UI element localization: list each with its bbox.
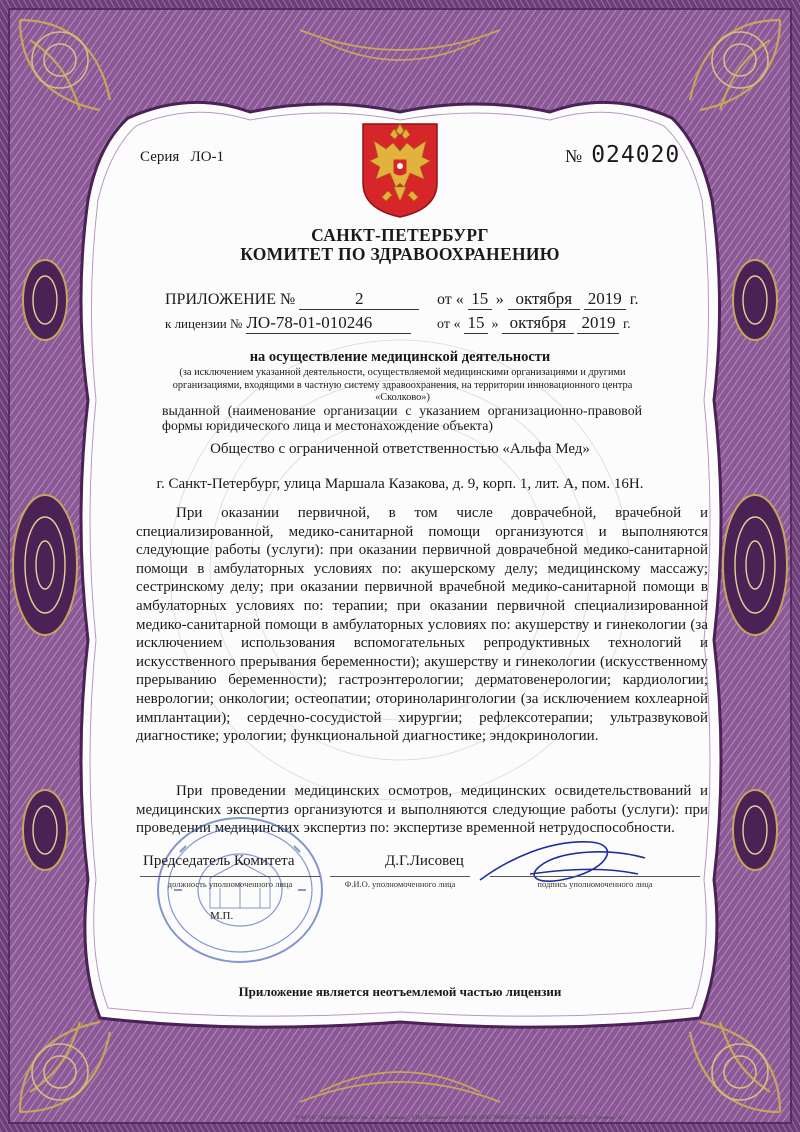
license-label: к лицензии №	[165, 316, 243, 331]
appendix-month: октября	[508, 289, 580, 310]
coat-of-arms-icon	[360, 121, 440, 219]
services-paragraph-2: При проведении медицинских осмотров, медицинских освидетельствований и медицинских экспертиз организуются и выполняются следующие работы (услуги): при проведении медицинских экспертиз по: экспертизе временной нетрудоспособности.	[136, 783, 708, 837]
appendix-date-from: от	[437, 291, 452, 308]
series-field	[140, 149, 224, 166]
appendix-date-row	[437, 289, 639, 310]
appendix-day: 15	[468, 289, 492, 310]
exclusion-note: (за исключением указанной деятельности, осуществляемой медицинскими организациями и другими организациями, входящими в частную систему здравоохранения, на территории инновационного центра «Сколково»)	[172, 367, 633, 403]
number-sign: №	[565, 146, 583, 166]
appendix-number: 2	[299, 289, 419, 310]
appendix-year: 2019	[584, 289, 626, 310]
official-seal-icon	[150, 812, 330, 967]
license-purpose: на осуществление медицинской деятельности	[249, 349, 551, 365]
signer-position: Председатель Комитета	[143, 853, 295, 869]
license-number: ЛО-78-01-010246	[246, 313, 411, 334]
appendix-close-quote: »	[495, 291, 504, 308]
license-close-quote: »	[491, 317, 499, 332]
appendix-open-quote: «	[455, 291, 464, 308]
form-number	[565, 142, 680, 168]
issuing-city: САНКТ-ПЕТЕРБУРГ	[311, 225, 489, 245]
organization-address: г. Санкт-Петербург, улица Маршала Казакова, д. 9, корп. 1, лит. А, пом. 16Н.	[156, 476, 644, 492]
license-day: 15	[464, 313, 488, 334]
signature-line	[490, 876, 700, 877]
appendix-year-suffix: г.	[629, 291, 639, 308]
printer-imprint: © ФГУП "Типография №12 им. М. И. Лоханова", СПб, Лицензия 03-05-09/19, ИНН 7809032741, Зак. 183019, Тир. 4000, 2018 г. Уровень "А".	[294, 1115, 626, 1121]
license-year: 2019	[577, 313, 619, 334]
name-line	[330, 876, 470, 877]
position-caption: должность уполномоченного лица	[167, 879, 293, 889]
issued-to-note: выданной (наименование организации с указанием организационно-правовой формы юридического лица и местонахождение объекта)	[162, 403, 642, 433]
services-paragraph-1: При оказании первичной, в том числе доврачебной, врачебной и специализированной, медико-санитарной помощи организуются и выполняются следующие работы (услуги): при оказании первичной доврачебной медико-санитарной помощи в амбулаторных условиях по: акушерскому делу; медицинскому массажу; сестринскому делу; при оказании первичной врачебной медико-санитарной помощи в амбулаторных условиях по: терапии; при оказании первичной специализированной медико-санитарной помощи в амбулаторных условиях по: акушерству и гинекологии (за исключением использования вспомогательных репродуктивных технологий и искусственного прерывания беременности); акушерству и гинекологии (искусственному прерыванию беременности); гастроэнтерологии; дерматовенерологии; кардиологии; неврологии; онкологии; остеопатии; оториноларингологии (за исключением кохлеарной имплантации); сердечно-сосудистой хирургии; рефлексотерапии; ультразвуковой диагностике; урологии; функциональной диагностике; эндокринологии.	[136, 505, 708, 745]
issuing-committee: КОМИТЕТ ПО ЗДРАВООХРАНЕНИЮ	[240, 244, 560, 264]
appendix-footer-note: Приложение является неотъемлемой частью лицензии	[238, 984, 562, 999]
position-line	[140, 876, 320, 877]
organization-name: Общество с ограниченной ответственностью «Альфа Мед»	[210, 441, 590, 457]
signature-caption: подпись уполномоченного лица	[537, 879, 653, 889]
appendix-number-row	[165, 289, 419, 310]
license-date-from: от	[437, 317, 450, 332]
license-open-quote: «	[453, 317, 461, 332]
license-month: октября	[502, 313, 574, 334]
name-caption: Ф.И.О. уполномоченного лица	[344, 879, 456, 889]
license-number-row	[165, 313, 411, 334]
license-year-suffix: г.	[622, 317, 631, 332]
seal-place-label: М.П.	[210, 910, 234, 922]
number-value: 024020	[591, 142, 681, 168]
license-date-row	[437, 313, 631, 334]
series-value: ЛО-1	[190, 149, 225, 165]
signer-name: Д.Г.Лисовец	[385, 853, 464, 869]
series-label: Серия	[140, 149, 180, 165]
appendix-label: ПРИЛОЖЕНИЕ №	[165, 291, 296, 308]
